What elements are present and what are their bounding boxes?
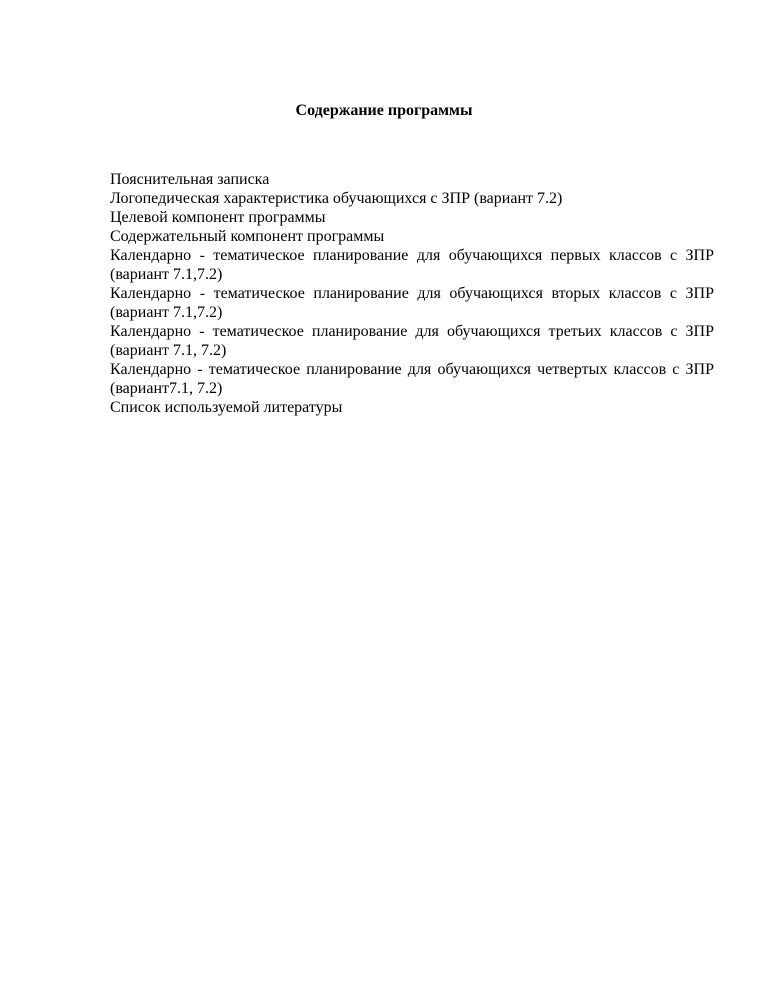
page-title: Содержание программы	[295, 102, 473, 119]
toc-item-explanatory-note: Пояснительная записка	[110, 171, 270, 188]
toc-item-speech-characteristics: Логопедическая характеристика обучающихся с ЗПР (вариант 7.2)	[110, 190, 563, 207]
toc-item-target-component: Целевой компонент программы	[110, 209, 326, 226]
toc-item-planning-second-grade: Календарно - тематическое планирование для обучающихся вторых классов с ЗПР (вариант 7.1,7.2)	[110, 285, 714, 321]
table-of-contents	[110, 170, 714, 417]
toc-item-content-component: Содержательный компонент программы	[110, 228, 385, 245]
toc-item-planning-first-grade: Календарно - тематическое планирование для обучающихся первых классов с ЗПР (вариант 7.1,7.2)	[110, 247, 714, 283]
toc-item-planning-third-grade: Календарно - тематическое планирование для обучающихся третьих классов с ЗПР (вариант 7.1, 7.2)	[110, 323, 714, 359]
toc-item-planning-fourth-grade: Календарно - тематическое планирование для обучающихся четвертых классов с ЗПР (вариант7.1, 7.2)	[110, 361, 714, 397]
toc-item-bibliography: Список используемой литературы	[110, 399, 343, 416]
